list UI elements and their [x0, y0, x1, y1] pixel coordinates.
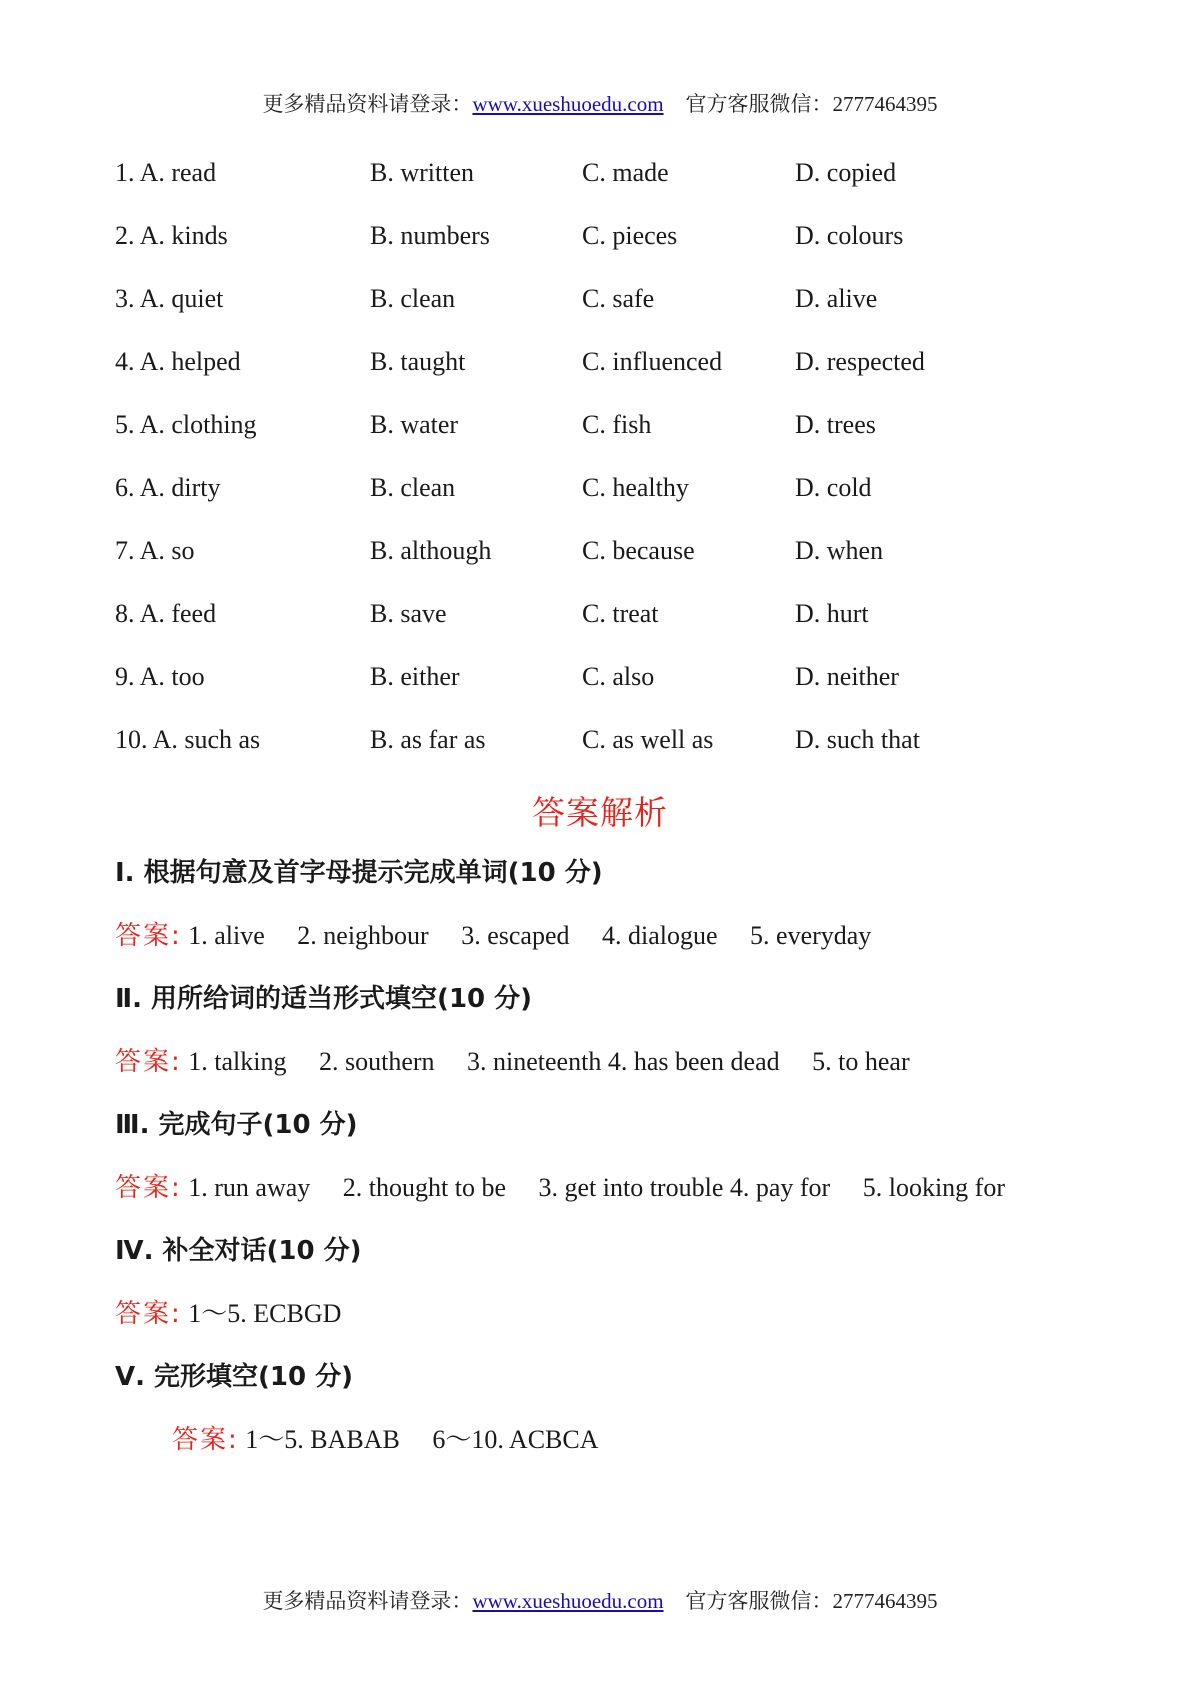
site-link[interactable]: www.xueshuoedu.com — [472, 92, 664, 116]
service-wechat: 官方客服微信：2777464395 — [685, 1589, 938, 1613]
option-a: 2. A. kinds — [115, 221, 228, 250]
answer-item: 6～10. ACBCA — [432, 1425, 599, 1454]
answer-line — [115, 1167, 1031, 1204]
option-a: 9. A. too — [115, 662, 205, 691]
option-d: D. hurt — [795, 599, 869, 628]
answer-item: 1. talking — [188, 1047, 287, 1076]
option-b: B. clean — [370, 473, 456, 502]
answer-label: 答案: — [172, 1425, 239, 1455]
answer-label: 答案: — [115, 921, 182, 951]
part-heading: Ⅱ. 用所给词的适当形式填空(10 分) — [115, 984, 533, 1014]
answer-line — [172, 1419, 625, 1456]
question-row — [0, 284, 1200, 324]
option-d: D. such that — [795, 725, 920, 754]
part-heading: Ⅳ. 补全对话(10 分) — [115, 1236, 362, 1266]
option-c: C. safe — [582, 284, 655, 313]
answer-item: 5. looking for — [862, 1173, 1005, 1202]
option-c: C. as well as — [582, 725, 714, 754]
answer-item: 3. escaped — [461, 921, 570, 950]
option-d: D. copied — [795, 158, 897, 187]
part-heading: Ⅴ. 完形填空(10 分) — [115, 1362, 354, 1392]
option-d: D. alive — [795, 284, 878, 313]
answer-line — [115, 915, 897, 952]
option-a: 1. A. read — [115, 158, 217, 187]
question-row — [0, 158, 1200, 198]
page-header — [0, 88, 1200, 118]
option-d: D. respected — [795, 347, 925, 376]
option-b: B. numbers — [370, 221, 490, 250]
answer-item: 3. get into trouble 4. pay for — [538, 1173, 831, 1202]
answer-item: 2. neighbour — [297, 921, 429, 950]
footer-prefix: 更多精品资料请登录： — [262, 1589, 473, 1613]
answer-section-title: 答案解析 — [532, 793, 668, 832]
part-heading: Ⅰ. 根据句意及首字母提示完成单词(10 分) — [115, 858, 603, 888]
option-b: B. although — [370, 536, 492, 565]
option-a: 8. A. feed — [115, 599, 217, 628]
answer-label: 答案: — [115, 1173, 182, 1203]
answer-label: 答案: — [115, 1299, 182, 1329]
answer-label: 答案: — [115, 1047, 182, 1077]
answer-item: 5. to hear — [812, 1047, 910, 1076]
page-footer — [0, 1585, 1200, 1615]
question-row — [0, 221, 1200, 261]
option-a: 10. A. such as — [115, 725, 261, 754]
answer-item: 1. alive — [188, 921, 265, 950]
option-a: 6. A. dirty — [115, 473, 221, 502]
option-c: C. made — [582, 158, 669, 187]
option-d: D. when — [795, 536, 884, 565]
option-c: C. fish — [582, 410, 652, 439]
question-row — [0, 725, 1200, 765]
question-row — [0, 662, 1200, 702]
answer-item: 2. southern — [318, 1047, 435, 1076]
option-d: D. neither — [795, 662, 899, 691]
option-b: B. save — [370, 599, 447, 628]
question-row — [0, 410, 1200, 450]
part-heading: Ⅲ. 完成句子(10 分) — [115, 1110, 358, 1140]
option-c: C. healthy — [582, 473, 689, 502]
answer-item: 1. run away — [188, 1173, 311, 1202]
answer-item: 1～5. BABAB — [245, 1425, 400, 1454]
option-c: C. influenced — [582, 347, 723, 376]
question-row — [0, 347, 1200, 387]
header-prefix: 更多精品资料请登录： — [262, 92, 473, 116]
option-b: B. either — [370, 662, 460, 691]
option-a: 4. A. helped — [115, 347, 241, 376]
site-link[interactable]: www.xueshuoedu.com — [472, 1589, 664, 1613]
option-c: C. also — [582, 662, 655, 691]
answer-item: 2. thought to be — [342, 1173, 506, 1202]
answer-item: 1～5. ECBGD — [188, 1299, 342, 1328]
answer-item: 4. dialogue — [602, 921, 718, 950]
option-b: B. clean — [370, 284, 456, 313]
option-a: 3. A. quiet — [115, 284, 224, 313]
option-c: C. pieces — [582, 221, 678, 250]
answer-line — [115, 1293, 367, 1330]
service-wechat: 官方客服微信：2777464395 — [685, 92, 938, 116]
answer-line — [115, 1041, 936, 1078]
question-row — [0, 536, 1200, 576]
option-a: 7. A. so — [115, 536, 195, 565]
question-row — [0, 473, 1200, 513]
option-c: C. treat — [582, 599, 659, 628]
answer-item: 3. nineteenth 4. has been dead — [467, 1047, 780, 1076]
option-b: B. taught — [370, 347, 466, 376]
option-d: D. trees — [795, 410, 876, 439]
option-d: D. cold — [795, 473, 872, 502]
answer-item: 5. everyday — [750, 921, 872, 950]
option-b: B. written — [370, 158, 474, 187]
option-b: B. water — [370, 410, 459, 439]
option-c: C. because — [582, 536, 695, 565]
option-d: D. colours — [795, 221, 904, 250]
question-row — [0, 599, 1200, 639]
option-b: B. as far as — [370, 725, 486, 754]
option-a: 5. A. clothing — [115, 410, 257, 439]
